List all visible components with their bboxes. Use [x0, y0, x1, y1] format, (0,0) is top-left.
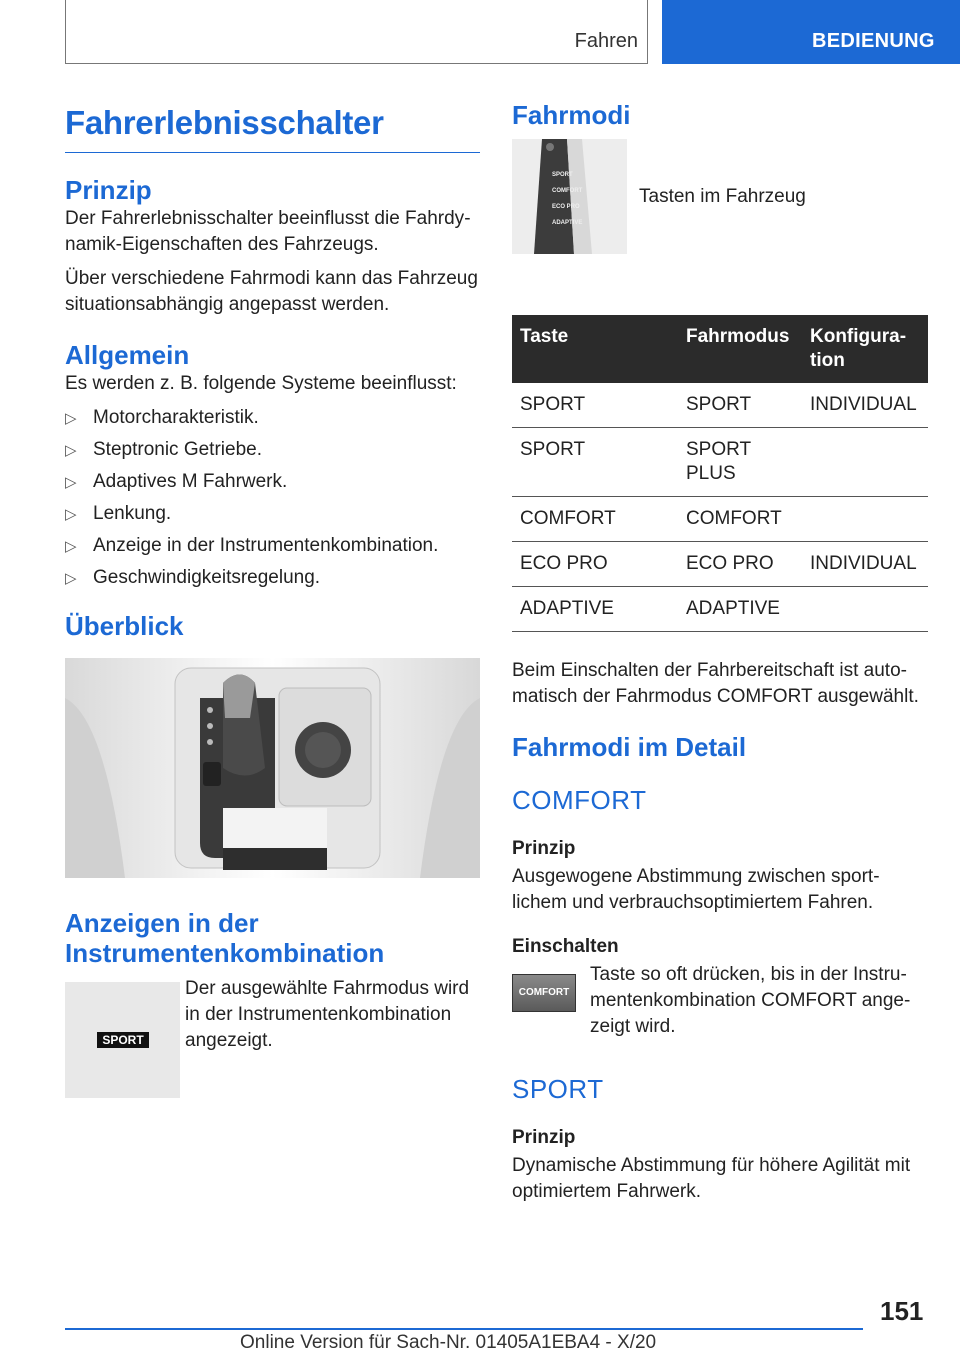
allgemein-intro: Es werden z. B. folgende Systeme beeinflusst: — [65, 373, 457, 394]
switch-label-comfort: COMFORT — [552, 188, 583, 194]
table-header-row — [512, 315, 928, 383]
switch-label-sport: SPORT — [552, 172, 573, 178]
footer-online-version: Online Version für Sach-Nr. 01405A1EBA4 - X/20 — [240, 1332, 657, 1353]
table-cell: COMFORT — [512, 497, 678, 542]
einschalten-label: Einschalten — [512, 936, 619, 957]
einschalten-section — [512, 962, 928, 1040]
table-row — [512, 497, 928, 542]
triangle-bullet-icon: ▷ — [65, 506, 77, 523]
switch-section — [512, 139, 928, 267]
table-cell — [802, 428, 928, 497]
table-header-konfiguration: Konfiguration — [802, 315, 928, 383]
table-cell: INDIVIDUAL — [802, 383, 928, 428]
table-row — [512, 428, 928, 497]
list-item: ▷ Lenkung. — [65, 501, 480, 527]
footer-divider — [65, 1328, 863, 1330]
page-number: 151 — [880, 1296, 924, 1326]
sport-prinzip-text: Dynamische Abstimmung für höhere Agilität mit optimiertem Fahrwerk. — [512, 1155, 911, 1202]
allgemein-heading: Allgemein — [65, 340, 190, 370]
table-cell: SPORT — [678, 383, 802, 428]
triangle-bullet-icon: ▷ — [65, 410, 77, 427]
console-illustration — [65, 658, 480, 878]
fahrmodi-table — [512, 315, 928, 632]
table-header-fahrmodus: Fahrmodus — [678, 315, 802, 383]
anzeigen-heading: Anzeigen in der Instrumentenkombination — [65, 908, 385, 968]
comfort-prinzip-label: Prinzip — [512, 838, 576, 859]
list-item: ▷ Anzeige in der Instrumentenkombination. — [65, 533, 480, 559]
after-table-text: Beim Einschalten der Fahrbereitschaft ist automatisch der Fahrmodus COMFORT ausgewählt. — [512, 660, 919, 707]
fahrmodi-heading: Fahrmodi — [512, 100, 631, 130]
switch-label-adaptive: ADAPTIVE — [552, 220, 583, 226]
table-cell: SPORT — [512, 428, 678, 497]
detail-heading: Fahrmodi im Detail — [512, 732, 747, 762]
sport-prinzip-label: Prinzip — [512, 1127, 576, 1148]
prinzip-paragraph-2: Über verschiedene Fahrmodi kann das Fahrzeug situationsabhängig angepasst werden. — [65, 268, 478, 315]
table-cell: SPORT — [512, 383, 678, 428]
table-cell: ADAPTIVE — [512, 587, 678, 632]
systems-list — [65, 405, 480, 591]
anzeigen-text: Der ausgewählte Fahrmodus wird in der Instrumentenkombination angezeigt. — [185, 978, 470, 1051]
header-chapter-tab: BEDIENUNG — [662, 0, 960, 64]
triangle-bullet-icon: ▷ — [65, 538, 77, 555]
triangle-bullet-icon: ▷ — [65, 474, 77, 491]
einschalten-text: Taste so oft drücken, bis in der Instrumentenkombination COMFORT angezeigt wird. — [590, 964, 911, 1037]
page-title: Fahrerlebnisschalter — [65, 100, 480, 153]
table-cell — [802, 497, 928, 542]
table-header-taste: Taste — [512, 315, 678, 383]
list-item: ▷ Geschwindigkeitsregelung. — [65, 565, 480, 591]
right-column — [512, 100, 928, 1205]
switch-labels — [552, 167, 582, 231]
sport-heading: SPORT — [512, 1074, 604, 1104]
table-row — [512, 542, 928, 587]
table-cell: COMFORT — [678, 497, 802, 542]
display-section — [65, 978, 480, 1098]
list-item: ▷ Adaptives M Fahrwerk. — [65, 469, 480, 495]
switch-label-eco-pro: ECO PRO — [552, 204, 580, 210]
table-cell: INDIVIDUAL — [802, 542, 928, 587]
mode-switch-image — [512, 139, 627, 254]
table-row — [512, 587, 928, 632]
comfort-prinzip-text: Ausgewogene Abstimmung zwischen sportlichem und verbrauchsoptimiertem Fahren. — [512, 866, 880, 913]
prinzip-heading: Prinzip — [65, 175, 152, 205]
sport-display-badge: SPORT — [97, 1032, 149, 1048]
instrument-display-image — [65, 982, 180, 1098]
header-frame — [65, 0, 648, 64]
table-cell: ADAPTIVE — [678, 587, 802, 632]
prinzip-paragraph-1: Der Fahrerlebnisschalter beeinflusst die Fahrdynamik-Eigenschaften des Fahrzeugs. — [65, 208, 471, 255]
list-item: ▷ Motorcharakteristik. — [65, 405, 480, 431]
comfort-heading: COMFORT — [512, 785, 647, 815]
triangle-bullet-icon: ▷ — [65, 442, 77, 459]
list-item: ▷ Steptronic Getriebe. — [65, 437, 480, 463]
table-row — [512, 383, 928, 428]
header-section-title: Fahren — [574, 30, 638, 52]
comfort-button-icon: COMFORT — [512, 974, 576, 1012]
tasten-caption: Tasten im Fahrzeug — [639, 186, 806, 207]
table-cell: ECO PRO — [512, 542, 678, 587]
ueberblick-heading: Überblick — [65, 611, 184, 641]
triangle-bullet-icon: ▷ — [65, 570, 77, 587]
console-overview-image — [65, 658, 480, 878]
table-cell — [802, 587, 928, 632]
table-cell: SPORT PLUS — [678, 428, 802, 497]
left-column — [65, 100, 480, 1098]
table-cell: ECO PRO — [678, 542, 802, 587]
